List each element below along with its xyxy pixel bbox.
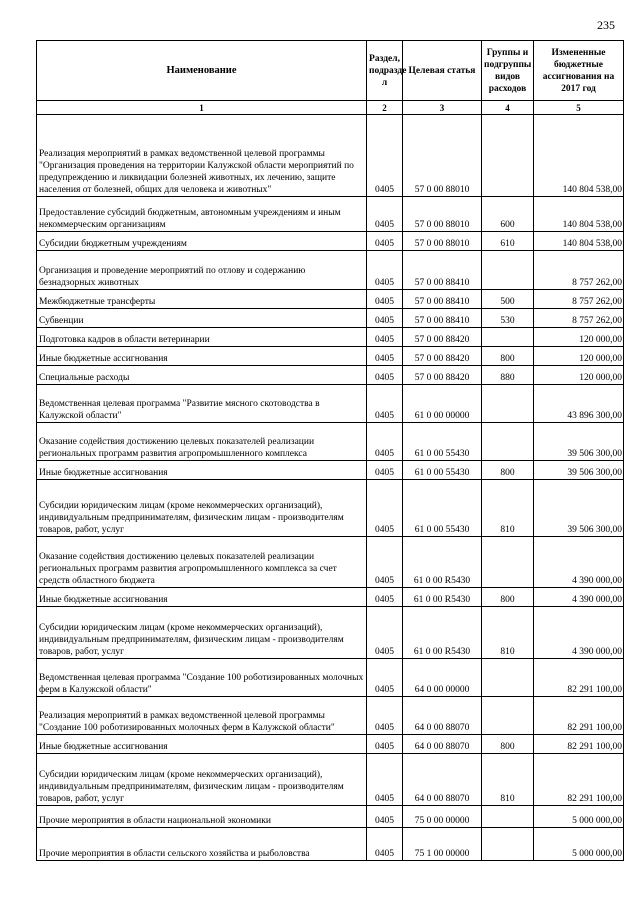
table-row [37,735,624,754]
table-header-row [37,41,624,101]
row-group: 600 [482,197,534,232]
table-row [37,251,624,290]
row-target: 64 0 00 00000 [403,659,482,697]
row-section: 0405 [367,197,403,232]
row-target: 61 0 00 00000 [403,385,482,423]
row-name: Иные бюджетные ассигнования [37,347,367,366]
table-row [37,197,624,232]
table-row [37,806,624,828]
row-group: 810 [482,480,534,537]
row-target: 57 0 00 88410 [403,290,482,309]
row-name: Прочие мероприятия в области сельского хозяйства и рыболовства [37,828,367,861]
row-target: 57 0 00 88410 [403,309,482,328]
row-target: 64 0 00 88070 [403,735,482,754]
row-name: Реализация мероприятий в рамках ведомственной целевой программы "Создание 100 роботизированных молочных ферм в Калужской области" [37,697,367,735]
row-target: 61 0 00 55430 [403,480,482,537]
table-row [37,290,624,309]
row-group: 800 [482,588,534,607]
column-number: 4 [482,101,534,115]
row-name: Ведомственная целевая программа "Создание 100 роботизированных молочных ферм в Калужской области" [37,659,367,697]
row-section: 0405 [367,607,403,659]
table-row [37,480,624,537]
row-section: 0405 [367,366,403,385]
row-group [482,251,534,290]
row-group [482,328,534,347]
row-target: 64 0 00 88070 [403,697,482,735]
header-section: Раздел, подразде л [367,41,403,101]
row-group [482,385,534,423]
header-group: Группы и подгруппы видов расходов [482,41,534,101]
row-section: 0405 [367,232,403,251]
row-group: 800 [482,347,534,366]
row-section: 0405 [367,461,403,480]
table-row [37,659,624,697]
row-group: 800 [482,735,534,754]
row-target: 57 0 00 88420 [403,347,482,366]
row-group: 610 [482,232,534,251]
row-section: 0405 [367,754,403,806]
row-name: Прочие мероприятия в области национальной экономики [37,806,367,828]
row-name: Реализация мероприятий в рамках ведомственной целевой программы "Организация проведения на территории Калужской области мероприятий по предупреждению и ликвидации болезней животных, их лечению, защите населения от болезней, общих для человека и животных" [37,115,367,197]
table-row [37,754,624,806]
row-amount: 43 896 300,00 [534,385,624,423]
row-name: Субсидии юридическим лицам (кроме некоммерческих организаций), индивидуальным предпринимателям, физическим лицам - производителям товаров, работ, услуг [37,480,367,537]
row-section: 0405 [367,347,403,366]
row-section: 0405 [367,290,403,309]
row-section: 0405 [367,115,403,197]
row-target: 57 0 00 88420 [403,366,482,385]
row-section: 0405 [367,480,403,537]
row-section: 0405 [367,828,403,861]
row-name: Субвенции [37,309,367,328]
header-target: Целевая статья [403,41,482,101]
row-name: Организация и проведение мероприятий по отлову и содержанию безнадзорных животных [37,251,367,290]
table-row [37,461,624,480]
row-name: Субсидии юридическим лицам (кроме некоммерческих организаций), индивидуальным предпринимателям, физическим лицам - производителям товаров, работ, услуг [37,607,367,659]
row-amount: 8 757 262,00 [534,309,624,328]
row-section: 0405 [367,385,403,423]
row-amount: 8 757 262,00 [534,290,624,309]
row-section: 0405 [367,735,403,754]
row-target: 57 0 00 88010 [403,115,482,197]
row-group [482,537,534,588]
row-amount: 140 804 538,00 [534,115,624,197]
row-amount: 5 000 000,00 [534,806,624,828]
row-target: 75 1 00 00000 [403,828,482,861]
table-row [37,828,624,861]
row-target: 61 0 00 55430 [403,461,482,480]
header-name: Наименование [37,41,367,101]
row-name: Предоставление субсидий бюджетным, автономным учреждениям и иным некоммерческим организациям [37,197,367,232]
row-section: 0405 [367,251,403,290]
row-group [482,806,534,828]
row-name: Оказание содействия достижению целевых показателей реализации региональных программ развития агропромышленного комплекса [37,423,367,461]
row-name: Специальные расходы [37,366,367,385]
row-section: 0405 [367,423,403,461]
row-amount: 120 000,00 [534,347,624,366]
table-row [37,588,624,607]
table-row [37,607,624,659]
row-group: 500 [482,290,534,309]
row-group [482,659,534,697]
header-amount: Измененные бюджетные ассигнования на 2017 год [534,41,624,101]
row-amount: 140 804 538,00 [534,197,624,232]
row-group: 800 [482,461,534,480]
row-section: 0405 [367,697,403,735]
row-name: Подготовка кадров в области ветеринарии [37,328,367,347]
row-amount: 82 291 100,00 [534,659,624,697]
table-row [37,347,624,366]
row-section: 0405 [367,806,403,828]
column-number: 2 [367,101,403,115]
row-name: Субсидии юридическим лицам (кроме некоммерческих организаций), индивидуальным предпринимателям, физическим лицам - производителям товаров, работ, услуг [37,754,367,806]
table-row [37,537,624,588]
table-row [37,385,624,423]
row-name: Межбюджетные трансферты [37,290,367,309]
column-number: 1 [37,101,367,115]
row-group: 810 [482,754,534,806]
row-section: 0405 [367,328,403,347]
row-target: 57 0 00 88410 [403,251,482,290]
column-number: 3 [403,101,482,115]
page-number: 235 [597,18,615,32]
row-group [482,423,534,461]
row-group: 530 [482,309,534,328]
row-target: 57 0 00 88010 [403,197,482,232]
row-target: 57 0 00 88010 [403,232,482,251]
row-target: 61 0 00 R5430 [403,607,482,659]
row-name: Оказание содействия достижению целевых показателей реализации региональных программ развития агропромышленного комплекса за счет средств областного бюджета [37,537,367,588]
column-number: 5 [534,101,624,115]
row-amount: 4 390 000,00 [534,607,624,659]
row-amount: 5 000 000,00 [534,828,624,861]
row-target: 61 0 00 R5430 [403,537,482,588]
column-number-row [37,101,624,115]
row-name: Иные бюджетные ассигнования [37,735,367,754]
row-amount: 8 757 262,00 [534,251,624,290]
row-name: Ведомственная целевая программа "Развитие мясного скотоводства в Калужской области" [37,385,367,423]
row-amount: 4 390 000,00 [534,537,624,588]
row-group: 810 [482,607,534,659]
row-amount: 39 506 300,00 [534,480,624,537]
row-group [482,115,534,197]
budget-table [36,40,624,861]
row-group [482,828,534,861]
row-target: 61 0 00 55430 [403,423,482,461]
row-amount: 4 390 000,00 [534,588,624,607]
table-row [37,115,624,197]
row-target: 64 0 00 88070 [403,754,482,806]
row-name: Иные бюджетные ассигнования [37,588,367,607]
row-target: 61 0 00 R5430 [403,588,482,607]
row-target: 75 0 00 00000 [403,806,482,828]
row-amount: 39 506 300,00 [534,461,624,480]
table-row [37,697,624,735]
row-amount: 120 000,00 [534,328,624,347]
table-row [37,366,624,385]
row-name: Субсидии бюджетным учреждениям [37,232,367,251]
row-name: Иные бюджетные ассигнования [37,461,367,480]
table-row [37,328,624,347]
row-amount: 82 291 100,00 [534,697,624,735]
table-row [37,309,624,328]
row-group: 880 [482,366,534,385]
row-target: 57 0 00 88420 [403,328,482,347]
row-group [482,697,534,735]
row-amount: 39 506 300,00 [534,423,624,461]
row-amount: 82 291 100,00 [534,735,624,754]
table-row [37,423,624,461]
row-amount: 140 804 538,00 [534,232,624,251]
row-amount: 82 291 100,00 [534,754,624,806]
table-row [37,232,624,251]
row-section: 0405 [367,537,403,588]
row-section: 0405 [367,588,403,607]
row-section: 0405 [367,309,403,328]
row-amount: 120 000,00 [534,366,624,385]
row-section: 0405 [367,659,403,697]
